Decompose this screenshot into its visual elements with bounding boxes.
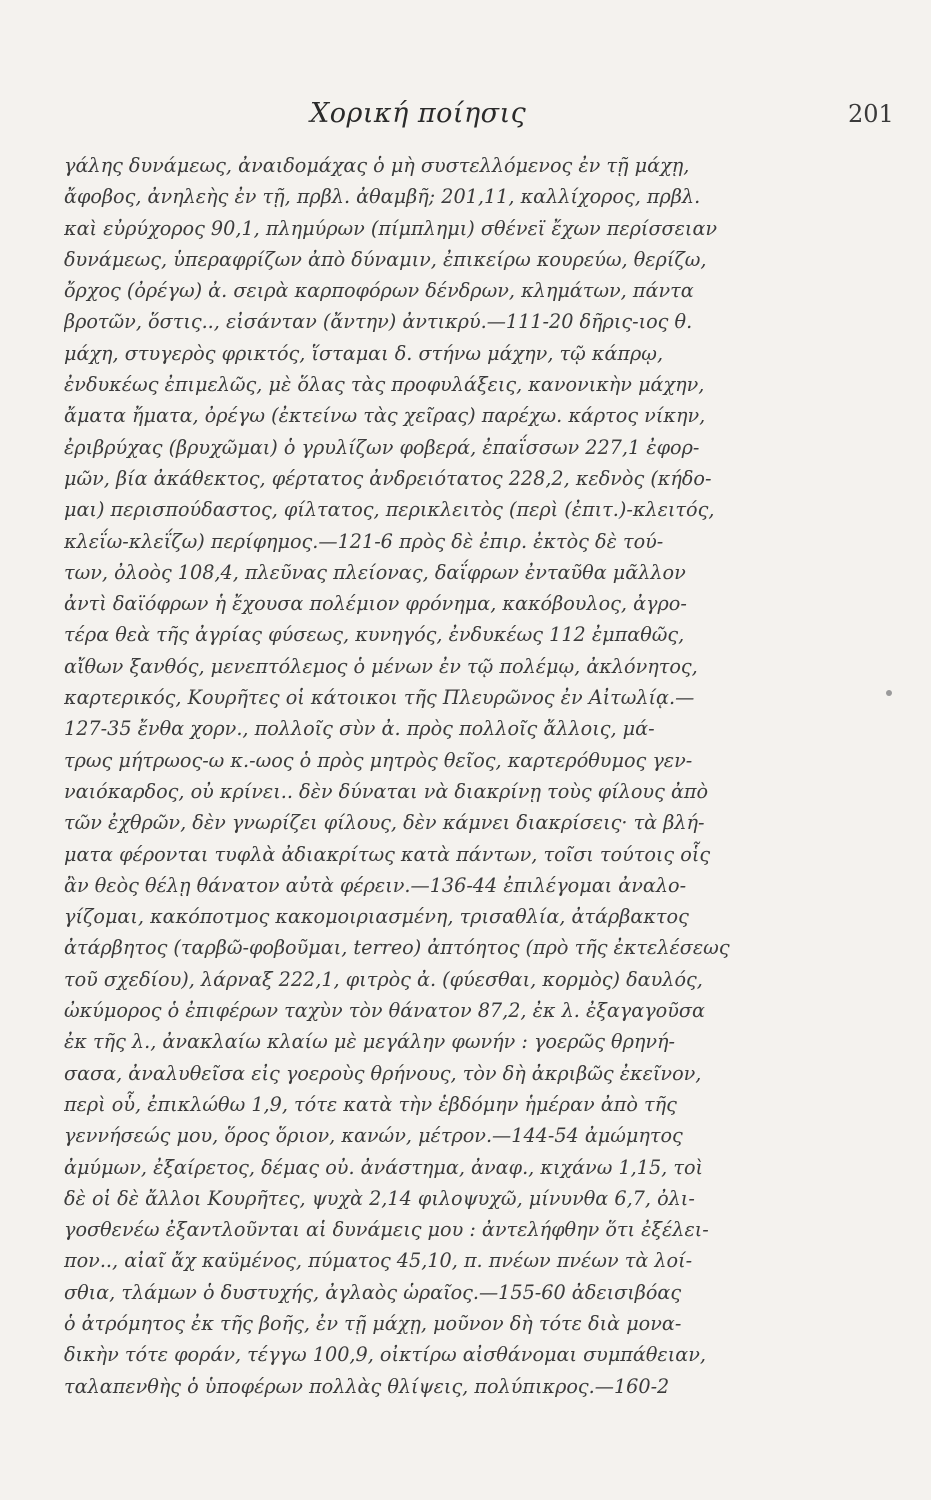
page-header <box>0 98 931 138</box>
text-line: δὲ οἱ δὲ ἄλλοι Κουρῆτες, ψυχὰ 2,14 φιλοψυχῶ, μίνυνθα 6,7, ὀλι- <box>64 1186 695 1210</box>
text-line: πον.., αἰαῖ ἄχ καϋμένος, πύματος 45,10, π. πνέων πνέων τὰ λοί- <box>64 1249 693 1273</box>
text-line: δικὴν τότε φοράν, τέγγω 100,9, οἰκτίρω αἰσθάνομαι συμπάθειαν, <box>64 1343 706 1367</box>
text-line: ἄφοβος, ἀνηλεὴς ἐν τῇ, πρβλ. ἀθαμβῆ; 201,11, καλλίχορος, πρβλ. <box>64 185 701 209</box>
margin-dot <box>886 690 892 696</box>
text-line: γοσθενέω ἐξαντλοῦνται αἱ δυνάμεις μου : ἀντελήφθην ὅτι ἐξέλει- <box>64 1218 709 1242</box>
text-line: ναιόκαρδος, οὐ κρίνει.. δὲν δύναται νὰ διακρίνῃ τοὺς φίλους ἀπὸ <box>64 779 709 803</box>
text-line: μάχη, στυγερὸς φρικτός, ἵσταμαι δ. στήνω μάχην, τῷ κάπρῳ, <box>64 341 664 365</box>
text-line: ὄρχος (ὀρέγω) ἀ. σειρὰ καρποφόρων δένδρων, κλημάτων, πάντα <box>64 279 694 303</box>
text-line: ἀτάρβητος (ταρβῶ-φοβοῦμαι, terreo) ἀπτόητος (πρὸ τῆς ἐκτελέσεως <box>64 936 730 960</box>
text-line: περὶ οὗ, ἐπικλώθω 1,9, τότε κατὰ τὴν ἑβδόμην ἡμέραν ἀπὸ τῆς <box>64 1092 677 1116</box>
text-line: ἂν θεὸς θέλῃ θάνατον αὐτὰ φέρειν.—136-44 ἐπιλέγομαι ἀναλο- <box>64 873 687 897</box>
text-line: ἀμύμων, ἐξαίρετος, δέμας οὐ. ἀνάστημα, ἀναφ., κιχάνω 1,15, τοὶ <box>64 1155 704 1179</box>
text-line: ἐριβρύχας (βρυχῶμαι) ὁ γρυλίζων φοβερά, ἐπαΐσσων 227,1 ἐφορ- <box>64 435 700 459</box>
text-line: μῶν, βία ἀκάθεκτος, φέρτατος ἀνδρειότατος 228,2, κεδνὸς (κήδο- <box>64 466 712 490</box>
text-line: γάλης δυνάμεως, ἀναιδομάχας ὁ μὴ συστελλόμενος ἐν τῇ μάχῃ, <box>64 154 690 177</box>
text-line: σασα, ἀναλυθεῖσα εἰς γοεροὺς θρήνους, τὸν δὴ ἀκριβῶς ἐκεῖνον, <box>64 1061 702 1085</box>
text-line: ἄματα ἤματα, ὀρέγω (ἐκτείνω τὰς χεῖρας) παρέχω. κάρτος νίκην, <box>64 404 706 428</box>
running-title: Χορική ποίησις <box>310 98 527 129</box>
text-line: ἐνδυκέως ἐπιμελῶς, μὲ ὅλας τὰς προφυλάξεις, κανονικὴν μάχην, <box>64 373 705 397</box>
text-line: τρως μήτρωος-ω κ.-ωος ὁ πρὸς μητρὸς θεῖος, καρτερόθυμος γεν- <box>64 748 693 772</box>
text-line: ἀντὶ δαϊόφρων ἡ ἔχουσα πολέμιον φρόνημα, κακόβουλος, ἀγρο- <box>64 592 687 616</box>
page-number: 201 <box>848 100 894 128</box>
text-line: τοῦ σχεδίου), λάρναξ 222,1, φιτρὸς ἀ. (φύεσθαι, κορμὸς) δαυλός, <box>64 967 703 991</box>
text-line: καρτερικός, Κουρῆτες οἱ κάτοικοι τῆς Πλευρῶνος ἐν Αἰτωλίᾳ.— <box>64 686 695 710</box>
text-line: σθια, τλάμων ὁ δυστυχής, ἀγλαὸς ὡραῖος.—155-60 ἀδεισιβόας <box>64 1280 682 1304</box>
text-line: τέρα θεὰ τῆς ἀγρίας φύσεως, κυνηγός, ἐνδυκέως 112 ἐμπαθῶς, <box>64 623 685 647</box>
commentary-text <box>64 150 876 1402</box>
text-line: κλεΐω-κλεΐζω) περίφημος.—121-6 πρὸς δὲ ἐπιρ. ἐκτὸς δὲ τού- <box>64 529 664 553</box>
text-line: 127-35 ἔνθα χορν., πολλοῖς σὺν ἀ. πρὸς πολλοῖς ἄλλοις, μά- <box>64 717 655 741</box>
text-line: ματα φέρονται τυφλὰ ἀδιακρίτως κατὰ πάντων, τοῖσι τούτοις οἷς <box>64 842 711 866</box>
text-line: γεννήσεώς μου, ὅρος ὅριον, κανών, μέτρον.—144-54 ἀμώμητος <box>64 1124 683 1148</box>
text-line: δυνάμεως, ὑπεραφρίζων ἀπὸ δύναμιν, ἐπικείρω κουρεύω, θερίζω, <box>64 247 707 271</box>
text-line: μαι) περισπούδαστος, φίλτατος, περικλειτὸς (περὶ (ἐπιτ.)-κλειτός, <box>64 498 715 522</box>
text-line: αἴθων ξανθός, μενεπτόλεμος ὁ μένων ἐν τῷ πολέμῳ, ἀκλόνητος, <box>64 654 698 678</box>
text-line: τῶν ἐχθρῶν, δὲν γνωρίζει φίλους, δὲν κάμνει διακρίσεις· τὰ βλή- <box>64 811 705 835</box>
text-line: των, ὀλοὸς 108,4, πλεῦνας πλείονας, δαΐφρων ἐνταῦθα μᾶλλον <box>64 560 686 584</box>
text-line: ἐκ τῆς λ., ἀνακλαίω κλαίω μὲ μεγάλην φωνήν : γοερῶς θρηνή- <box>64 1030 676 1054</box>
text-line: καὶ εὐρύχορος 90,1, πλημύρων (πίμπλημι) σθένεϊ ἔχων περίσσειαν <box>64 216 718 240</box>
text-line: γίζομαι, κακόποτμος κακομοιριασμένη, τρισαθλία, ἀτάρβακτος <box>64 905 689 929</box>
text-line: βροτῶν, ὅστις.., εἰσάνταν (ἄντην) ἀντικρύ.—111-20 δῆρις-ιος θ. <box>64 310 693 334</box>
text-line: ταλαπενθὴς ὁ ὑποφέρων πολλὰς θλίψεις, πολύπικρος.—160-2 <box>64 1374 670 1398</box>
text-line: ὠκύμορος ὁ ἐπιφέρων ταχὺν τὸν θάνατον 87,2, ἐκ λ. ἐξαγαγοῦσα <box>64 999 705 1023</box>
text-line: ὁ ἀτρόμητος ἐκ τῆς βοῆς, ἐν τῇ μάχῃ, μοῦνον δὴ τότε διὰ μονα- <box>64 1311 682 1335</box>
